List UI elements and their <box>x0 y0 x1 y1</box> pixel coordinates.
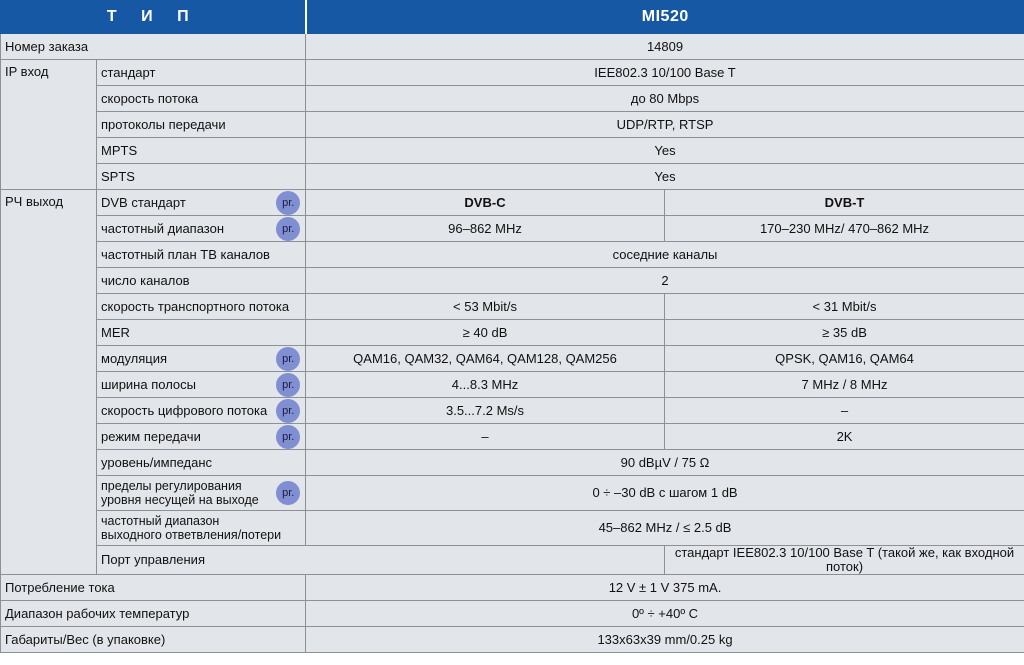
param-value: 133x63x39 mm/0.25 kg <box>306 627 1024 653</box>
row-rf-dvb-standard <box>1 190 1024 216</box>
row-power <box>1 575 1024 601</box>
param-label: Диапазон рабочих температур <box>1 601 306 627</box>
param-label: уровень/импеданс <box>97 450 306 476</box>
param-label <box>97 476 272 511</box>
row-temperature <box>1 601 1024 627</box>
param-label: стандарт <box>97 60 306 86</box>
pr-badge: pr. <box>276 373 300 397</box>
row-ip-standard <box>1 60 1024 86</box>
param-label-line2: уровня несущей на выходе <box>101 493 259 507</box>
param-label: частотный диапазон <box>97 216 272 242</box>
param-label-line1: частотный диапазон <box>101 514 220 528</box>
dvb-c-value: 96–862 MHz <box>306 216 665 242</box>
dvb-c-value: < 53 Mbit/s <box>306 294 665 320</box>
dvb-t-value: 2K <box>665 424 1024 450</box>
param-label: Габариты/Вес (в упаковке) <box>1 627 306 653</box>
row-rf-ts-rate <box>1 294 1024 320</box>
dvb-t-value: 170–230 MHz/ 470–862 MHz <box>665 216 1024 242</box>
param-value: 12 V ± 1 V 375 mA. <box>306 575 1024 601</box>
pr-badge: pr. <box>276 425 300 449</box>
param-label: SPTS <box>97 164 306 190</box>
dvb-t-value: QPSK, QAM16, QAM64 <box>665 346 1024 372</box>
row-control-port <box>1 546 1024 575</box>
dvb-t-value: < 31 Mbit/s <box>665 294 1024 320</box>
param-value: 90 dBµV / 75 Ω <box>306 450 1024 476</box>
dvb-t-value: 7 MHz / 8 MHz <box>665 372 1024 398</box>
param-label: частотный план ТВ каналов <box>97 242 306 268</box>
pr-badge: pr. <box>276 399 300 423</box>
row-rf-mer <box>1 320 1024 346</box>
row-rf-level-impedance <box>1 450 1024 476</box>
dvb-c-value: – <box>306 424 665 450</box>
dvb-c-value: ≥ 40 dB <box>306 320 665 346</box>
row-ip-protocols <box>1 112 1024 138</box>
param-value: UDP/RTP, RTSP <box>306 112 1024 138</box>
param-value: Yes <box>306 164 1024 190</box>
row-rf-tx-mode <box>1 424 1024 450</box>
param-label: Номер заказа <box>1 34 306 60</box>
model-header: MI520 <box>306 1 1024 34</box>
param-value: 2 <box>306 268 1024 294</box>
param-value: соседние каналы <box>306 242 1024 268</box>
param-label-line2: выходного ответвления/потери <box>101 528 282 542</box>
param-label: MER <box>97 320 306 346</box>
group-ip-input: IP вход <box>1 60 97 190</box>
pr-badge: pr. <box>276 347 300 371</box>
dvb-t-value: DVB-T <box>665 190 1024 216</box>
type-header: Т И П <box>1 1 306 34</box>
pr-badge: pr. <box>276 481 300 505</box>
row-rf-freq-range <box>1 216 1024 242</box>
param-label-line1: пределы регулирования <box>101 479 242 493</box>
dvb-t-value: – <box>665 398 1024 424</box>
row-rf-tap-range <box>1 511 1024 546</box>
param-value: 0 ÷ –30 dB с шагом 1 dB <box>306 476 1024 511</box>
header-row <box>1 1 1024 34</box>
param-value: до 80 Mbps <box>306 86 1024 112</box>
param-label: Потребление тока <box>1 575 306 601</box>
group-rf-output: РЧ выход <box>1 190 97 575</box>
row-order-number <box>1 34 1024 60</box>
pr-badge: pr. <box>276 191 300 215</box>
param-value: стандарт IEE802.3 10/100 Base T (такой же, как входной поток) <box>665 546 1024 575</box>
param-label <box>97 511 306 546</box>
row-rf-modulation <box>1 346 1024 372</box>
param-label: скорость потока <box>97 86 306 112</box>
param-label: число каналов <box>97 268 306 294</box>
param-label: модуляция <box>97 346 272 372</box>
param-label: MPTS <box>97 138 306 164</box>
param-label: режим передачи <box>97 424 272 450</box>
param-value: 0º ÷ +40º C <box>306 601 1024 627</box>
row-rf-channel-plan <box>1 242 1024 268</box>
dvb-c-value: QAM16, QAM32, QAM64, QAM128, QAM256 <box>306 346 665 372</box>
param-label: DVB стандарт <box>97 190 272 216</box>
param-value: 14809 <box>306 34 1024 60</box>
pr-badge: pr. <box>276 217 300 241</box>
param-label: скорость цифрового потока <box>97 398 272 424</box>
param-value: Yes <box>306 138 1024 164</box>
param-label: Порт управления <box>97 546 665 575</box>
dvb-c-value: 3.5...7.2 Ms/s <box>306 398 665 424</box>
dvb-c-value: DVB-C <box>306 190 665 216</box>
row-rf-symbol-rate <box>1 398 1024 424</box>
dvb-t-value: ≥ 35 dB <box>665 320 1024 346</box>
param-value: IEE802.3 10/100 Base T <box>306 60 1024 86</box>
param-label: ширина полосы <box>97 372 272 398</box>
row-rf-channel-count <box>1 268 1024 294</box>
row-rf-carrier-adjust <box>1 476 1024 511</box>
row-ip-spts <box>1 164 1024 190</box>
param-value: 45–862 MHz / ≤ 2.5 dB <box>306 511 1024 546</box>
row-dimensions <box>1 627 1024 653</box>
dvb-c-value: 4...8.3 MHz <box>306 372 665 398</box>
param-label: скорость транспортного потока <box>97 294 306 320</box>
row-ip-mpts <box>1 138 1024 164</box>
param-label: протоколы передачи <box>97 112 306 138</box>
row-rf-bandwidth <box>1 372 1024 398</box>
row-ip-stream-rate <box>1 86 1024 112</box>
